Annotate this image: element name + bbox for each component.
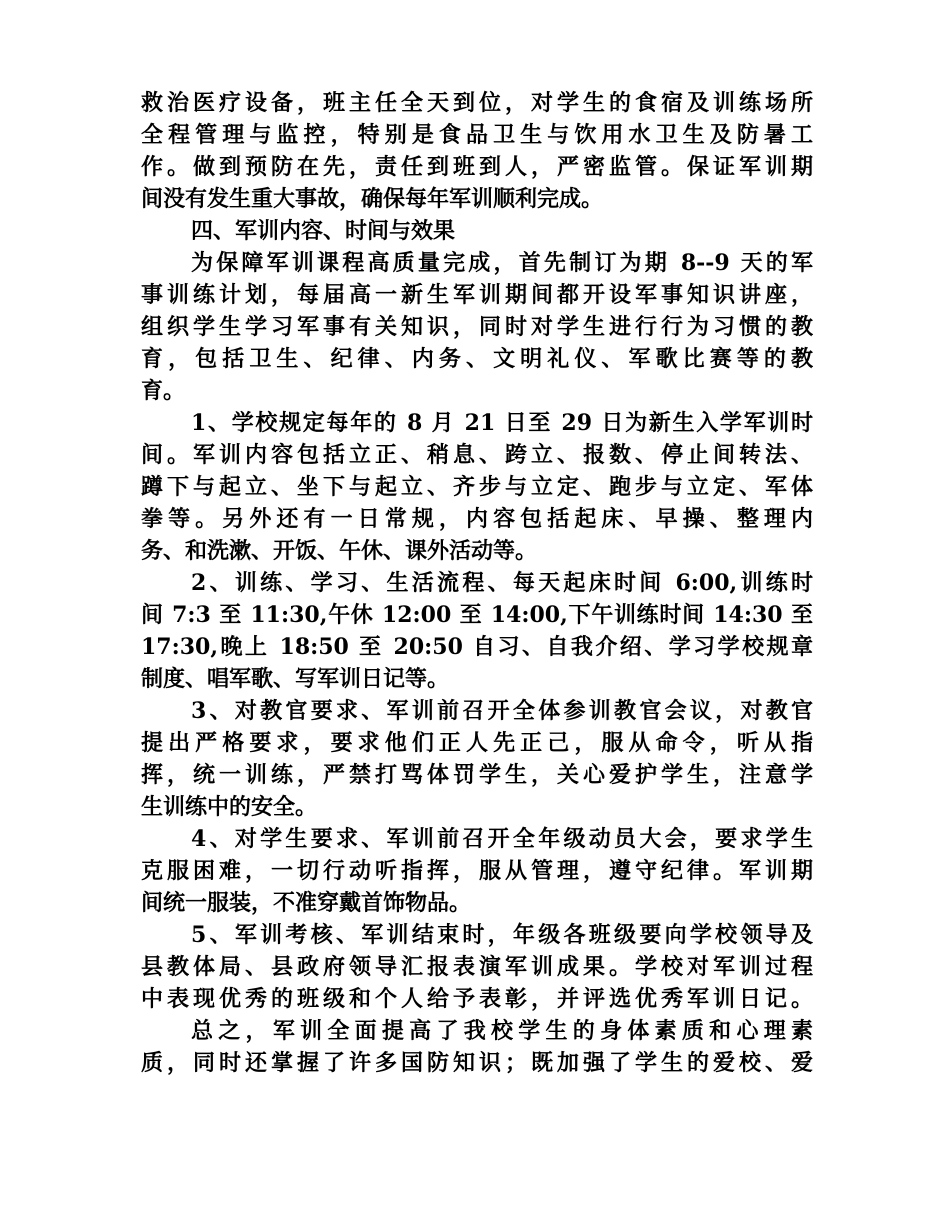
text-line: 17:30,晚上 18:50 至 20:50 自习、自我介绍、学习学校规章 <box>141 634 813 660</box>
text-line: 为保障军训课程高质量完成，首先制订为期 8--9 天的军 <box>191 250 813 276</box>
text-line: 1、学校规定每年的 8 月 21 日至 29 日为新生入学军训时 <box>191 410 813 436</box>
text-line: 救治医疗设备，班主任全天到位，对学生的食宿及训练场所 <box>141 90 813 116</box>
text-line: 4、对学生要求、军训前召开全年级动员大会，要求学生 <box>191 826 813 852</box>
text-line: 2、训练、学习、生活流程、每天起床时间 6:00,训练时 <box>191 570 813 596</box>
text-line: 提出严格要求，要求他们正人先正己，服从命令，听从指 <box>141 730 813 756</box>
text-line: 拳等。另外还有一日常规，内容包括起床、早操、整理内 <box>141 506 813 532</box>
text-line: 育，包括卫生、纪律、内务、文明礼仪、军歌比赛等的教 <box>141 346 813 372</box>
text-line: 间统一服装，不准穿戴首饰物品。 <box>141 890 472 916</box>
text-line: 间 7:3 至 11:30,午休 12:00 至 14:00,下午训练时间 14:30 至 <box>141 602 813 628</box>
text-line: 育。 <box>141 378 186 404</box>
document-body <box>141 87 813 1079</box>
text-line: 中表现优秀的班级和个人给予表彰，并评选优秀军训日记。 <box>141 986 813 1012</box>
text-line: 蹲下与起立、坐下与起立、齐步与立定、跑步与立定、军体 <box>141 474 813 500</box>
text-line: 务、和洗漱、开饭、午休、课外活动等。 <box>141 538 538 564</box>
text-line: 5、军训考核、军训结束时，年级各班级要向学校领导及 <box>191 922 813 948</box>
text-line: 克服困难，一切行动听指挥，服从管理，遵守纪律。军训期 <box>141 858 813 884</box>
text-line: 3、对教官要求、军训前召开全体参训教官会议，对教官 <box>191 698 813 724</box>
text-line: 挥，统一训练，严禁打骂体罚学生，关心爱护学生，注意学 <box>141 762 813 788</box>
text-line: 事训练计划，每届高一新生军训期间都开设军事知识讲座， <box>141 282 813 308</box>
text-line: 组织学生学习军事有关知识，同时对学生进行行为习惯的教 <box>141 314 813 340</box>
text-line: 总之，军训全面提高了我校学生的身体素质和心理素 <box>191 1018 813 1044</box>
text-line: 间没有发生重大事故，确保每年军训顺利完成。 <box>141 186 604 212</box>
text-line: 县教体局、县政府领导汇报表演军训成果。学校对军训过程 <box>141 954 813 980</box>
text-line: 全程管理与监控，特别是食品卫生与饮用水卫生及防暑工 <box>141 122 813 148</box>
text-line: 质，同时还掌握了许多国防知识；既加强了学生的爱校、爱 <box>141 1050 813 1076</box>
text-line: 作。做到预防在先，责任到班到人，严密监管。保证军训期 <box>141 154 813 180</box>
text-line: 四、军训内容、时间与效果 <box>191 218 456 244</box>
text-line: 生训练中的安全。 <box>141 794 318 820</box>
text-line: 间。军训内容包括立正、稍息、跨立、报数、停止间转法、 <box>141 442 813 468</box>
text-line: 制度、唱军歌、写军训日记等。 <box>141 666 450 692</box>
